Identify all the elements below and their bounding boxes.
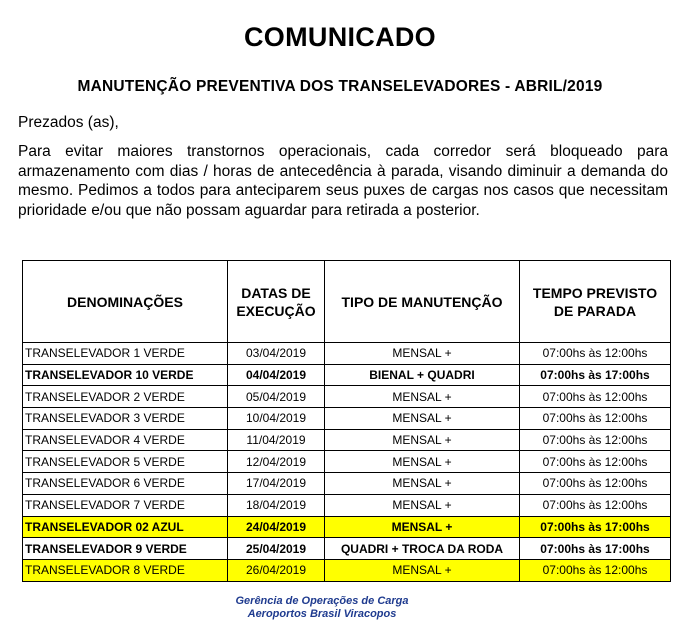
cell-tempo: 07:00hs às 17:00hs xyxy=(520,538,671,560)
cell-data: 10/04/2019 xyxy=(228,408,325,430)
cell-data: 04/04/2019 xyxy=(228,364,325,386)
cell-denominacao: TRANSELEVADOR 02 AZUL xyxy=(23,516,228,538)
table-row xyxy=(23,386,671,408)
table-row xyxy=(23,538,671,560)
cell-data: 12/04/2019 xyxy=(228,451,325,473)
cell-tipo: MENSAL + xyxy=(325,559,520,581)
table-row xyxy=(23,451,671,473)
cell-tempo: 07:00hs às 12:00hs xyxy=(520,343,671,365)
cell-denominacao: TRANSELEVADOR 7 VERDE xyxy=(23,494,228,516)
cell-denominacao: TRANSELEVADOR 8 VERDE xyxy=(23,559,228,581)
cell-denominacao: TRANSELEVADOR 6 VERDE xyxy=(23,473,228,495)
cell-tipo: MENSAL + xyxy=(325,516,520,538)
header-datas-execucao: DATAS DE EXECUÇÃO xyxy=(228,261,325,343)
table-row xyxy=(23,494,671,516)
table-row xyxy=(23,429,671,451)
cell-tempo: 07:00hs às 12:00hs xyxy=(520,386,671,408)
cell-tempo: 07:00hs às 12:00hs xyxy=(520,408,671,430)
cell-denominacao: TRANSELEVADOR 1 VERDE xyxy=(23,343,228,365)
table-header-row xyxy=(23,261,671,343)
cell-data: 17/04/2019 xyxy=(228,473,325,495)
greeting-text: Prezados (as), xyxy=(18,114,119,131)
page-subtitle: MANUTENÇÃO PREVENTIVA DOS TRANSELEVADORES - ABRIL/2019 xyxy=(77,78,603,95)
cell-tipo: MENSAL + xyxy=(325,386,520,408)
page-title: COMUNICADO xyxy=(244,22,436,52)
table-row xyxy=(23,408,671,430)
table-row xyxy=(23,516,671,538)
cell-denominacao: TRANSELEVADOR 9 VERDE xyxy=(23,538,228,560)
cell-data: 26/04/2019 xyxy=(228,559,325,581)
cell-data: 18/04/2019 xyxy=(228,494,325,516)
table-row xyxy=(23,559,671,581)
cell-tipo: MENSAL + xyxy=(325,494,520,516)
cell-tipo: MENSAL + xyxy=(325,451,520,473)
table-body xyxy=(23,343,671,582)
cell-denominacao: TRANSELEVADOR 2 VERDE xyxy=(23,386,228,408)
cell-data: 05/04/2019 xyxy=(228,386,325,408)
cell-tempo: 07:00hs às 12:00hs xyxy=(520,494,671,516)
header-tipo-manutencao: TIPO DE MANUTENÇÃO xyxy=(325,261,520,343)
cell-denominacao: TRANSELEVADOR 3 VERDE xyxy=(23,408,228,430)
table-row xyxy=(23,364,671,386)
cell-tempo: 07:00hs às 12:00hs xyxy=(520,559,671,581)
cell-tipo: MENSAL + xyxy=(325,343,520,365)
cell-tempo: 07:00hs às 12:00hs xyxy=(520,429,671,451)
cell-tipo: BIENAL + QUADRI xyxy=(325,364,520,386)
maintenance-schedule-table xyxy=(22,260,671,582)
cell-tempo: 07:00hs às 12:00hs xyxy=(520,451,671,473)
table-row xyxy=(23,473,671,495)
cell-denominacao: TRANSELEVADOR 4 VERDE xyxy=(23,429,228,451)
header-denominacoes: DENOMINAÇÕES xyxy=(23,261,228,343)
cell-denominacao: TRANSELEVADOR 5 VERDE xyxy=(23,451,228,473)
footer-signature xyxy=(222,595,422,621)
footer-department: Gerência de Operações de Carga xyxy=(235,595,409,607)
cell-denominacao: TRANSELEVADOR 10 VERDE xyxy=(23,364,228,386)
cell-tempo: 07:00hs às 17:00hs xyxy=(520,516,671,538)
cell-data: 24/04/2019 xyxy=(228,516,325,538)
body-paragraph: Para evitar maiores transtornos operacionais, cada corredor será bloqueado para armazenamento com dias / horas de antecedência à parada, visando diminuir a demanda do mesmo. Pedimos a todos para anteciparem seus puxes de cargas nos casos que necessitam prioridade e/ou que não possam aguardar para retirada a posterior. xyxy=(18,143,668,219)
footer-company: Aeroportos Brasil Viracopos xyxy=(247,608,397,620)
cell-data: 25/04/2019 xyxy=(228,538,325,560)
cell-data: 11/04/2019 xyxy=(228,429,325,451)
cell-data: 03/04/2019 xyxy=(228,343,325,365)
cell-tempo: 07:00hs às 17:00hs xyxy=(520,364,671,386)
cell-tipo: MENSAL + xyxy=(325,408,520,430)
table-row xyxy=(23,343,671,365)
cell-tipo: MENSAL + xyxy=(325,429,520,451)
header-tempo-parada: TEMPO PREVISTO DE PARADA xyxy=(520,261,671,343)
cell-tempo: 07:00hs às 12:00hs xyxy=(520,473,671,495)
cell-tipo: QUADRI + TROCA DA RODA xyxy=(325,538,520,560)
cell-tipo: MENSAL + xyxy=(325,473,520,495)
